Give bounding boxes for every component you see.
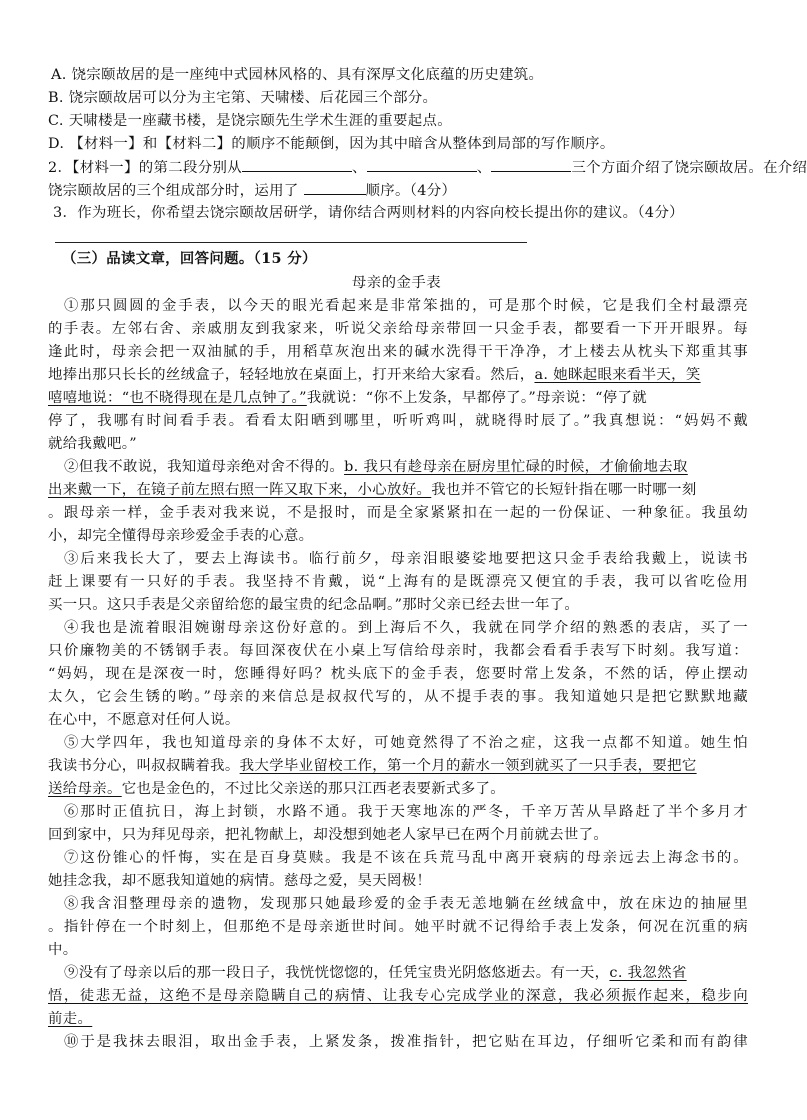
article-line: [48, 779, 748, 799]
article-line: ⑥那时正值抗日，海上封锁，水路不通。我于天寒地冻的严冬，千辛万苦从旱路赶了半个多月才: [64, 804, 748, 820]
question-2-text: 2．【材料一】的第二段分别从: [48, 160, 242, 176]
answer-line[interactable]: [55, 242, 527, 243]
article-line: [48, 365, 748, 385]
question-2-text: 顺序。（4分）: [365, 183, 457, 199]
article-line: ⑤大学四年，我也知道母亲的身体不太好，可她竟然得了不治之症，这我一点都不知道。她生怕: [64, 735, 748, 751]
article-line: 她挂念我，却不愿我知道她的病情。慈母之爱，昊天罔极！: [48, 873, 432, 889]
article-line: [48, 480, 748, 500]
article-line: 中。: [48, 942, 78, 958]
option-a: A. 饶宗颐故居的是一座纯中式园林风格的、具有深厚文化底蕴的历史建筑。: [51, 67, 544, 83]
article-line: 就给我戴吧。”: [48, 436, 137, 452]
question-3: 3．作为班长，你希望去饶宗颐故居研学，请你结合两则材料的内容向校长提出你的建议。（4分）: [53, 205, 684, 221]
underlined-sentence-a: 嘻嘻地说：“也不晓得现在是几点钟了。”: [48, 390, 307, 406]
article-line: 赶上课要有一只好的手表。我坚持不肯戴，说“上海有的是既漂亮又便宜的手表，我可以省吃俭用: [48, 574, 748, 590]
article-line: 只价廉物美的不锈钢手表。每回深夜伏在小桌上写信给母亲时，我都会看看手表写下时刻。我写道：: [48, 643, 748, 659]
article-text: ⑨没有了母亲以后的那一段日子，我恍恍惚惚的，任凭宝贵光阴悠悠逝去。有一天，: [64, 965, 610, 981]
article-line: [48, 388, 748, 408]
article-title: 母亲的金手表: [351, 275, 442, 291]
underlined-sentence-c: c. 我忽然省: [609, 965, 687, 981]
option-c: C. 天啸楼是一座藏书楼，是饶宗颐先生学术生涯的重要起点。: [48, 113, 452, 129]
question-2-line-2: [48, 180, 748, 201]
question-2-text: 饶宗颐故居的三个组成部分时，运用了: [48, 183, 299, 199]
article-text: 地捧出那只长长的丝绒盒子，轻轻地放在桌面上，打开来给大家看。然后，: [48, 367, 535, 383]
answer-blank-3[interactable]: [491, 157, 571, 172]
answer-blank-2[interactable]: [367, 157, 477, 172]
underlined-sentence-c: 前走。: [48, 1011, 93, 1027]
article-line: 回到家中，只为拜见母亲，把礼物献上，却没想到她老人家早已在两个月前就去世了。: [48, 827, 609, 843]
separator: 、: [351, 160, 367, 176]
article-line: 在心中，不愿意对任何人说。: [48, 712, 240, 728]
section-heading: （三）品读文章，回答问题。（15 分）: [62, 250, 317, 267]
article-line: 逢此时，母亲会把一双油腻的手，用稻草灰泡出来的碱水洗得干干净净，才上楼去从枕头下郑重其事: [48, 344, 748, 360]
question-2-line-1: [48, 157, 807, 178]
article-text: 我也并不管它的长短针指在哪一时哪一刻: [431, 482, 697, 498]
article-line: 停了，我哪有时间看手表。看看太阳晒到哪里，听听鸡叫，就晓得时辰了。”我真想说：“妈妈不戴: [48, 413, 748, 429]
answer-blank-1[interactable]: [242, 157, 352, 172]
article-line: ⑩于是我抹去眼泪，取出金手表，上紧发条，拨准指针，把它贴在耳边，仔细听它柔和而有韵律: [64, 1034, 748, 1050]
article-line: [48, 756, 748, 776]
underlined-sentence-a: a. 她眯起眼来看半天，笑: [534, 367, 701, 383]
article-line: ④我也是流着眼泪婉谢母亲这份好意的。到上海后不久，我就在同学介绍的熟悉的表店，买了一: [64, 620, 748, 636]
answer-blank-4[interactable]: [304, 180, 366, 195]
underlined-sentence-b: b. 我只有趁母亲在厨房里忙碌的时候，才偷偷地去取: [344, 459, 688, 475]
article-line: ⑧我含泪整理母亲的遗物，发现那只她最珍爱的金手表无恙地躺在丝绒盒中，放在床边的抽屉里: [64, 896, 748, 912]
article-line: “妈妈，现在是深夜一时，您睡得好吗？枕头底下的金手表，您要时常上发条，不然的话，停止摆动: [48, 666, 748, 682]
separator: 、: [476, 160, 492, 176]
article-line: ③后来我长大了，要去上海读书。临行前夕，母亲泪眼婆娑地要把这只金手表给我戴上，说读书: [64, 551, 748, 567]
article-text: 它也是金色的，不过比父亲送的那只江西老表要新式多了。: [121, 781, 505, 797]
underlined-sentence: 我大学毕业留校工作，第一个月的薪水一领到就买了一只手表，要把它: [239, 758, 697, 774]
question-2-text: 三个方面介绍了饶宗颐故居。在介绍: [571, 160, 807, 176]
article-line: [64, 457, 764, 477]
underlined-sentence: 送给母亲。: [48, 781, 122, 797]
article-text: 我就说：“你不上发条，早都停了。”母亲说：“停了就: [306, 390, 648, 406]
article-line: 小，却完全懂得母亲珍爱金手表的心意。: [48, 528, 314, 544]
option-b: B. 饶宗颐故居可以分为主宅第、天啸楼、后花园三个部分。: [48, 90, 438, 106]
underlined-sentence-b: 出来戴一下，在镜子前左照右照一阵又取下来，小心放好。: [48, 482, 432, 498]
article-line: ①那只圆圆的金手表，以今天的眼光看起来是非常笨拙的，可是那个时候，它是我们全村最漂亮: [64, 298, 748, 314]
article-text: ②但我不敢说，我知道母亲绝对舍不得的。: [64, 459, 345, 475]
article-text: 我读书分心，叫叔叔瞒着我。: [48, 758, 240, 774]
article-line: ⑦这份锥心的忏悔，实在是百身莫赎。我是不该在兵荒马乱中离开衰病的母亲远去上海念书的。: [64, 850, 748, 866]
article-line: [64, 963, 748, 983]
option-d: D. 【材料一】和【材料二】的顺序不能颠倒，因为其中暗含从整体到局部的写作顺序。: [48, 136, 615, 152]
article-line: 的手表。左邻右舍、亲戚朋友到我家来，听说父亲给母亲带回一只金手表，都要看一下开开眼界。每: [48, 321, 748, 337]
article-line: 。指针停在一个时刻上，但那绝不是母亲逝世时间。她平时就不记得给手表上发条，何况在沉重的病: [48, 919, 748, 935]
article-line: 买一只。这只手表是父亲留给您的最宝贵的纪念品啊。”那时父亲已经去世一年了。: [48, 597, 580, 613]
article-line: 太久，它会生锈的哟。”母亲的来信总是叔叔代写的，从不提手表的事。我知道她只是把它默默地藏: [48, 689, 748, 705]
underlined-sentence-c: 悟，徒悲无益，这绝不是母亲隐瞒自己的病情、让我专心完成学业的深意，我必须振作起来，稳步向: [48, 988, 748, 1004]
article-line: 。跟母亲一样，金手表对我来说，不是报时，而是全家紧紧扣在一起的一份保证、一种象征。我虽幼: [48, 505, 748, 521]
